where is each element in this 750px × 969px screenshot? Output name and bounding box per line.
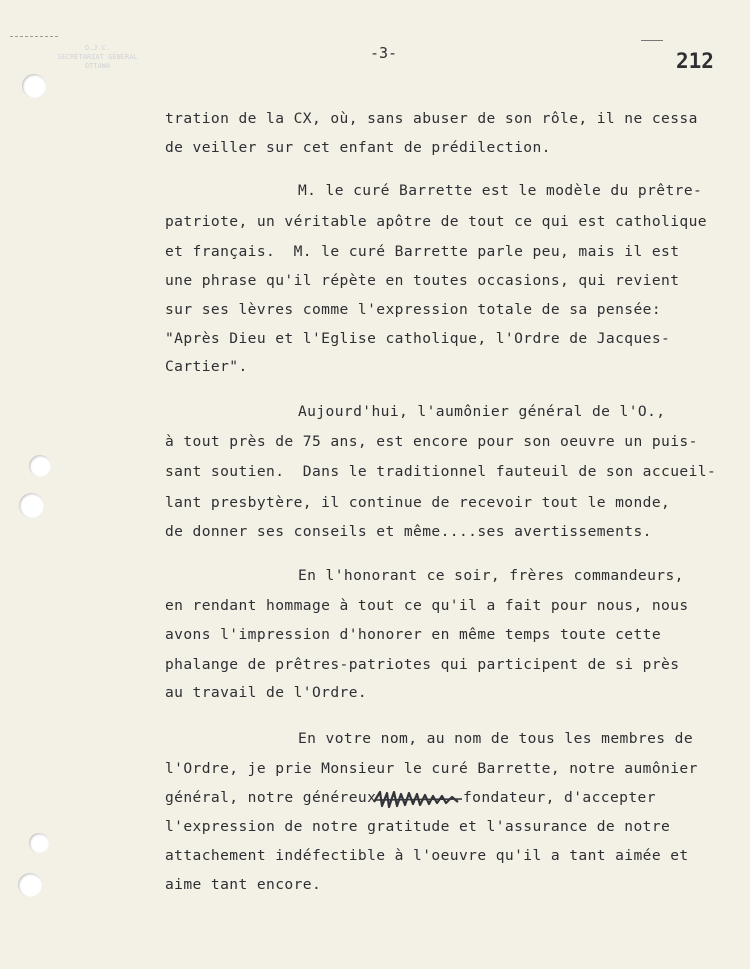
text-line: M. le curé Barrette est le modèle du prêtre- [298, 182, 703, 199]
text-line: lant presbytère, il continue de recevoir tout le monde, [165, 494, 671, 511]
text-line: patriote, un véritable apôtre de tout ce qui est catholique [165, 213, 707, 230]
text-line: une phrase qu'il répète en toutes occasions, qui revient [165, 272, 680, 289]
text-line: général, notre généreux [165, 789, 377, 806]
text-line: En l'honorant ce soir, frères commandeurs, [298, 567, 684, 584]
text-line: avons l'impression d'honorer en même temps toute cette [165, 626, 662, 643]
folio-number: 212 [676, 49, 714, 73]
punch-hole-bottom-2 [18, 873, 42, 897]
margin-mark [10, 36, 58, 38]
text-line: l'expression de notre gratitude et l'assurance de notre [165, 818, 671, 835]
text-line: attachement indéfectible à l'oeuvre qu'il a tant aimée et [165, 847, 689, 864]
text-line: sant soutien. Dans le traditionnel fauteuil de son accueil- [165, 463, 717, 480]
text-line: Aujourd'hui, l'aumônier général de l'O., [298, 403, 666, 420]
punch-hole-middle-1 [29, 455, 51, 477]
text-line: à tout près de 75 ans, est encore pour son oeuvre un puis- [165, 433, 698, 450]
text-line: de donner ses conseils et même....ses avertissements. [165, 523, 652, 540]
text-line: En votre nom, au nom de tous les membres de [298, 730, 694, 747]
text-line: Cartier". [165, 358, 248, 375]
punch-hole-top [22, 74, 46, 98]
text-line: tration de la CX, où, sans abuser de son rôle, il ne cessa [165, 110, 698, 127]
stamp-line: OTTAWA [84, 62, 111, 70]
text-line: sur ses lèvres comme l'expression totale de sa pensée: [165, 301, 662, 318]
pencil-dash [641, 40, 663, 41]
text-line: au travail de l'Ordre. [165, 684, 368, 701]
page-number: -3- [370, 44, 398, 62]
text-line: fondateur, d'accepter [463, 789, 656, 806]
text-line: l'Ordre, je prie Monsieur le curé Barrette, notre aumônier [165, 760, 698, 777]
text-line: en rendant hommage à tout ce qu'il a fait pour nous, nous [165, 597, 689, 614]
text-line: aime tant encore. [165, 876, 322, 893]
punch-hole-bottom-1 [29, 833, 49, 853]
punch-hole-middle-2 [19, 493, 44, 518]
text-line: "Après Dieu et l'Eglise catholique, l'Ordre de Jacques- [165, 330, 671, 347]
text-line: de veiller sur cet enfant de prédilection. [165, 139, 551, 156]
faded-stamp [50, 44, 145, 84]
stamp-line: SECRÉTARIAT GÉNÉRAL [57, 53, 138, 61]
stamp-line: O.J.C. [84, 44, 111, 52]
struck-out-word [372, 788, 464, 810]
text-line: et français. M. le curé Barrette parle peu, mais il est [165, 243, 680, 260]
text-line: phalange de prêtres-patriotes qui participent de si près [165, 656, 680, 673]
